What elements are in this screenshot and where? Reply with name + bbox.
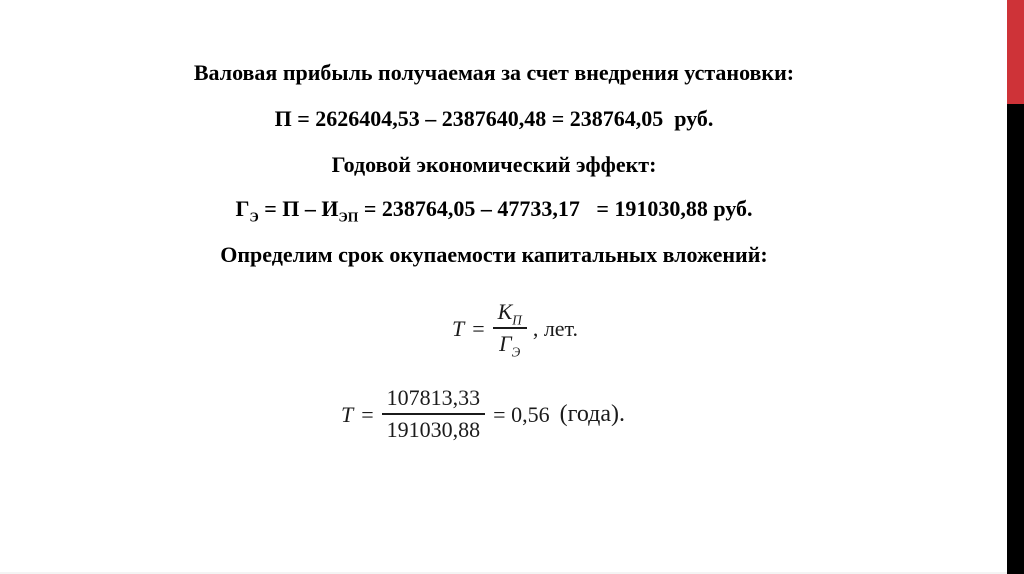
formula1-numerator-subscript: П [512,312,522,328]
accent-bar-black [1007,104,1024,574]
formula1-fraction [493,299,527,360]
equation-gross-profit: П = 2626404,53 – 2387640,48 = 238764,05 руб. [274,106,714,131]
formula2-fraction-bar [382,413,486,415]
formula1-fraction-bar [493,327,527,329]
equation-middle: = П – И [258,196,339,221]
formula2-variable-T: T [341,401,354,427]
formula2-fraction [382,386,486,443]
equation-annual-economic-effect [0,196,988,225]
formula1-equals-sign: = [472,315,485,341]
variable-I-subscript: ЭП [338,209,359,225]
heading-annual-economic-effect: Годовой экономический эффект: [331,152,657,177]
formula1-units-label: , лет. [532,315,579,341]
formula1-denominator-base: Г [499,331,512,357]
formula2-equals-sign: = [361,401,374,427]
formula2-numerator: 107813,33 [386,385,481,410]
formula1-denominator-subscript: Э [511,344,521,360]
formula1-denominator [494,331,525,360]
heading-gross-profit: Валовая прибыль получаемая за счет внедрения установки: [193,60,795,85]
formula-payback-calculation [341,386,625,443]
equation-rest: = 238764,05 – 47733,17 = 191030,88 руб. [358,196,753,221]
formula2-result: = 0,56 [493,401,550,427]
heading-payback-period: Определим срок окупаемости капитальных вложений: [220,242,768,267]
accent-stripe [1007,0,1024,574]
formula1-numerator [493,299,527,328]
variable-G-subscript: Э [249,209,259,225]
accent-bar-red [1007,0,1024,104]
variable-G: Г [235,196,250,221]
formula1-variable-T: T [452,315,465,341]
formula2-denominator: 191030,88 [386,417,481,443]
formula2-units-label: (года). [559,401,625,428]
formula1-numerator-base: К [497,299,513,324]
formula-payback-general [452,299,579,360]
